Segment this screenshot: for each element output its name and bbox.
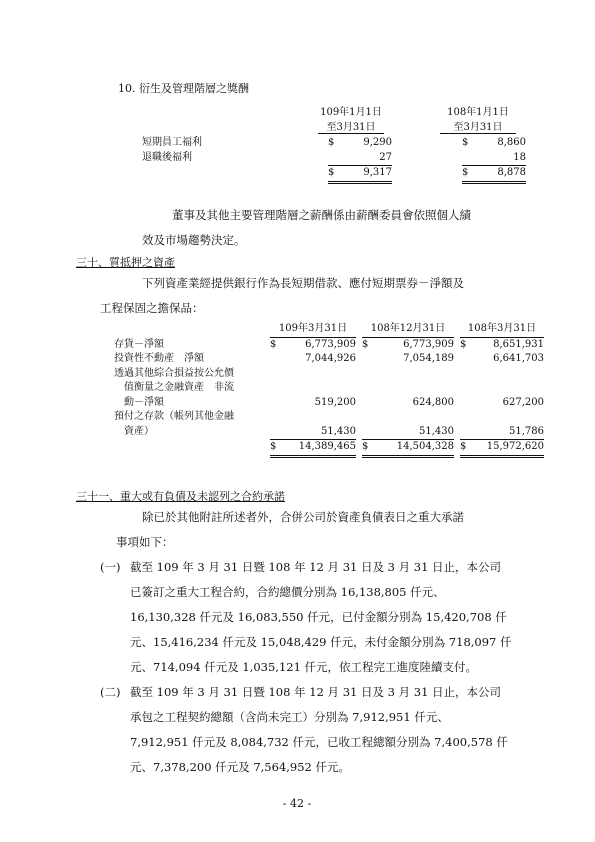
value: 9,317 — [340, 166, 392, 183]
table-row — [114, 337, 544, 352]
row-label: 短期員工福利 — [142, 137, 202, 148]
value: 51,786 — [472, 425, 544, 440]
currency — [270, 381, 282, 396]
section10-col2-header-line1: 108年1月1日 — [447, 107, 509, 118]
section10-col2-header — [438, 103, 518, 134]
currency: $ — [462, 166, 474, 183]
currency — [362, 396, 374, 411]
currency — [270, 410, 282, 425]
currency — [460, 410, 472, 425]
item2-line: 承包之工程契約總額（含尚未完工）分別為 7,912,951 仟元、 — [130, 710, 449, 724]
row-label: 值衡量之金融資產 非流 — [124, 382, 234, 393]
currency — [270, 367, 282, 382]
value: 6,641,703 — [493, 353, 544, 364]
col-header: 108年12月31日 — [362, 322, 454, 337]
row-label: 存貨－淨額 — [114, 338, 164, 350]
currency — [460, 396, 472, 411]
table-row — [114, 381, 544, 396]
section10-note-line2: 效及市場趨勢決定。 — [142, 233, 246, 247]
section10-col1-header — [316, 103, 386, 134]
section31-intro-line1: 除已於其他附註所述者外，合併公司於資產負債表日之重大承諾 — [142, 510, 464, 524]
section10-note-line1: 董事及其他主要管理階層之薪酬係由薪酬委員會依照個人績 — [172, 208, 471, 222]
currency — [362, 367, 374, 382]
currency — [362, 425, 374, 440]
currency — [460, 381, 472, 396]
section10-col1-header-line1: 109年1月1日 — [320, 107, 382, 118]
currency — [270, 425, 282, 440]
value: 18 — [474, 151, 526, 166]
value: 627,200 — [502, 396, 544, 408]
currency — [362, 352, 374, 367]
section10-number: 10. — [118, 82, 136, 95]
row-label: 透過其他綜合損益按公允價 — [114, 367, 234, 379]
row-label — [142, 166, 328, 183]
table-row — [114, 396, 544, 411]
table-header-row — [114, 322, 544, 337]
currency — [270, 396, 282, 411]
row-label: 預付之存款（帳列其他金融 — [114, 411, 234, 422]
item1-line: 截至 109 年 3 月 31 日暨 108 年 12 月 31 日及 3 月 31 日止，本公司 — [130, 560, 502, 574]
table-row — [142, 136, 526, 151]
table-row — [114, 410, 544, 425]
table-row — [142, 166, 526, 183]
row-label: 退職後福利 — [142, 152, 192, 163]
section31-title: 三十一、重大或有負債及未認列之合約承諾 — [76, 490, 285, 503]
row-label — [114, 440, 270, 457]
section10-title: 衍生及管理階層之獎酬 — [139, 82, 249, 95]
item2-line: 截至 109 年 3 月 31 日暨 108 年 12 月 31 日及 3 月 31 日止，本公司 — [130, 685, 502, 699]
table-row — [114, 352, 544, 367]
currency: $ — [270, 338, 277, 350]
value — [282, 367, 356, 382]
value — [282, 381, 356, 396]
value — [282, 410, 356, 425]
value — [472, 381, 544, 396]
currency — [460, 352, 472, 367]
section30-intro-line2: 工程保固之擔保品： — [100, 301, 204, 315]
value: 8,651,931 — [493, 338, 544, 350]
value — [374, 410, 454, 425]
currency — [460, 425, 472, 440]
value: 7,044,926 — [305, 353, 356, 364]
table-row — [114, 425, 544, 440]
value: 8,860 — [497, 137, 526, 148]
currency — [462, 151, 474, 166]
item2-line: 元、7,378,200 仟元及 7,564,952 仟元。 — [130, 760, 351, 774]
currency: $ — [460, 440, 472, 457]
section31-intro-line2: 事項如下： — [116, 535, 174, 549]
item1-line: 已簽訂之重大工程合約，合約總價分別為 16,138,805 仟元、 — [130, 585, 445, 599]
value: 6,773,909 — [403, 338, 454, 350]
item1-line: 元、714,094 仟元及 1,035,121 仟元，依工程完工進度陸續支付。 — [130, 660, 478, 674]
section10-col2-header-line2: 至3月31日 — [440, 118, 516, 134]
item1-label: (一) — [100, 560, 121, 574]
currency: $ — [270, 440, 282, 457]
item1-line: 元、15,416,234 仟元及 15,048,429 仟元，未付金額分別為 718,097 仟 — [130, 635, 512, 649]
value: 624,800 — [412, 396, 454, 408]
value: 6,773,909 — [305, 338, 356, 350]
value — [472, 367, 544, 382]
section10-heading — [118, 80, 249, 96]
currency: $ — [328, 166, 340, 183]
value — [472, 410, 544, 425]
value: 519,200 — [314, 396, 356, 408]
currency — [362, 381, 374, 396]
col-header: 108年3月31日 — [460, 322, 544, 337]
currency — [460, 367, 472, 382]
table-row — [142, 151, 526, 166]
currency: $ — [362, 440, 374, 457]
section30-table — [114, 322, 544, 458]
value: 15,972,620 — [472, 440, 544, 457]
value: 7,054,189 — [403, 353, 454, 364]
value: 51,430 — [282, 425, 356, 440]
row-label: 資產） — [124, 426, 154, 437]
currency — [328, 151, 340, 166]
value — [374, 367, 454, 382]
item2-label: (二) — [100, 685, 121, 699]
page-number: - 42 - — [282, 797, 312, 810]
item1-line: 16,130,328 仟元及 16,083,550 仟元，已付金額分別為 15,420,708 仟 — [130, 610, 507, 624]
table-row — [114, 440, 544, 457]
col-header: 109年3月31日 — [270, 322, 356, 337]
row-label: 投資性不動產 淨額 — [114, 353, 204, 364]
value: 14,389,465 — [282, 440, 356, 457]
value: 51,430 — [374, 425, 454, 440]
currency — [362, 410, 374, 425]
value: 8,878 — [474, 166, 526, 183]
section10-col1-header-line2: 至3月31日 — [318, 118, 384, 134]
section30-intro-line1: 下列資產業經提供銀行作為長短期借款、應付短期票券－淨額及 — [142, 276, 464, 290]
currency — [270, 352, 282, 367]
currency: $ — [362, 338, 369, 350]
item2-line: 7,912,951 仟元及 8,084,732 仟元，已收工程總額分別為 7,400,578 仟 — [130, 735, 508, 749]
section10-table — [142, 136, 526, 184]
value — [374, 381, 454, 396]
currency: $ — [460, 338, 467, 350]
row-label: 動－淨額 — [124, 396, 164, 408]
section30-title: 三十、質抵押之資產 — [76, 256, 175, 269]
currency: $ — [328, 137, 335, 148]
value: 9,290 — [363, 137, 392, 148]
value: 14,504,328 — [374, 440, 454, 457]
table-row — [114, 367, 544, 382]
currency: $ — [462, 137, 469, 148]
value: 27 — [340, 151, 392, 166]
